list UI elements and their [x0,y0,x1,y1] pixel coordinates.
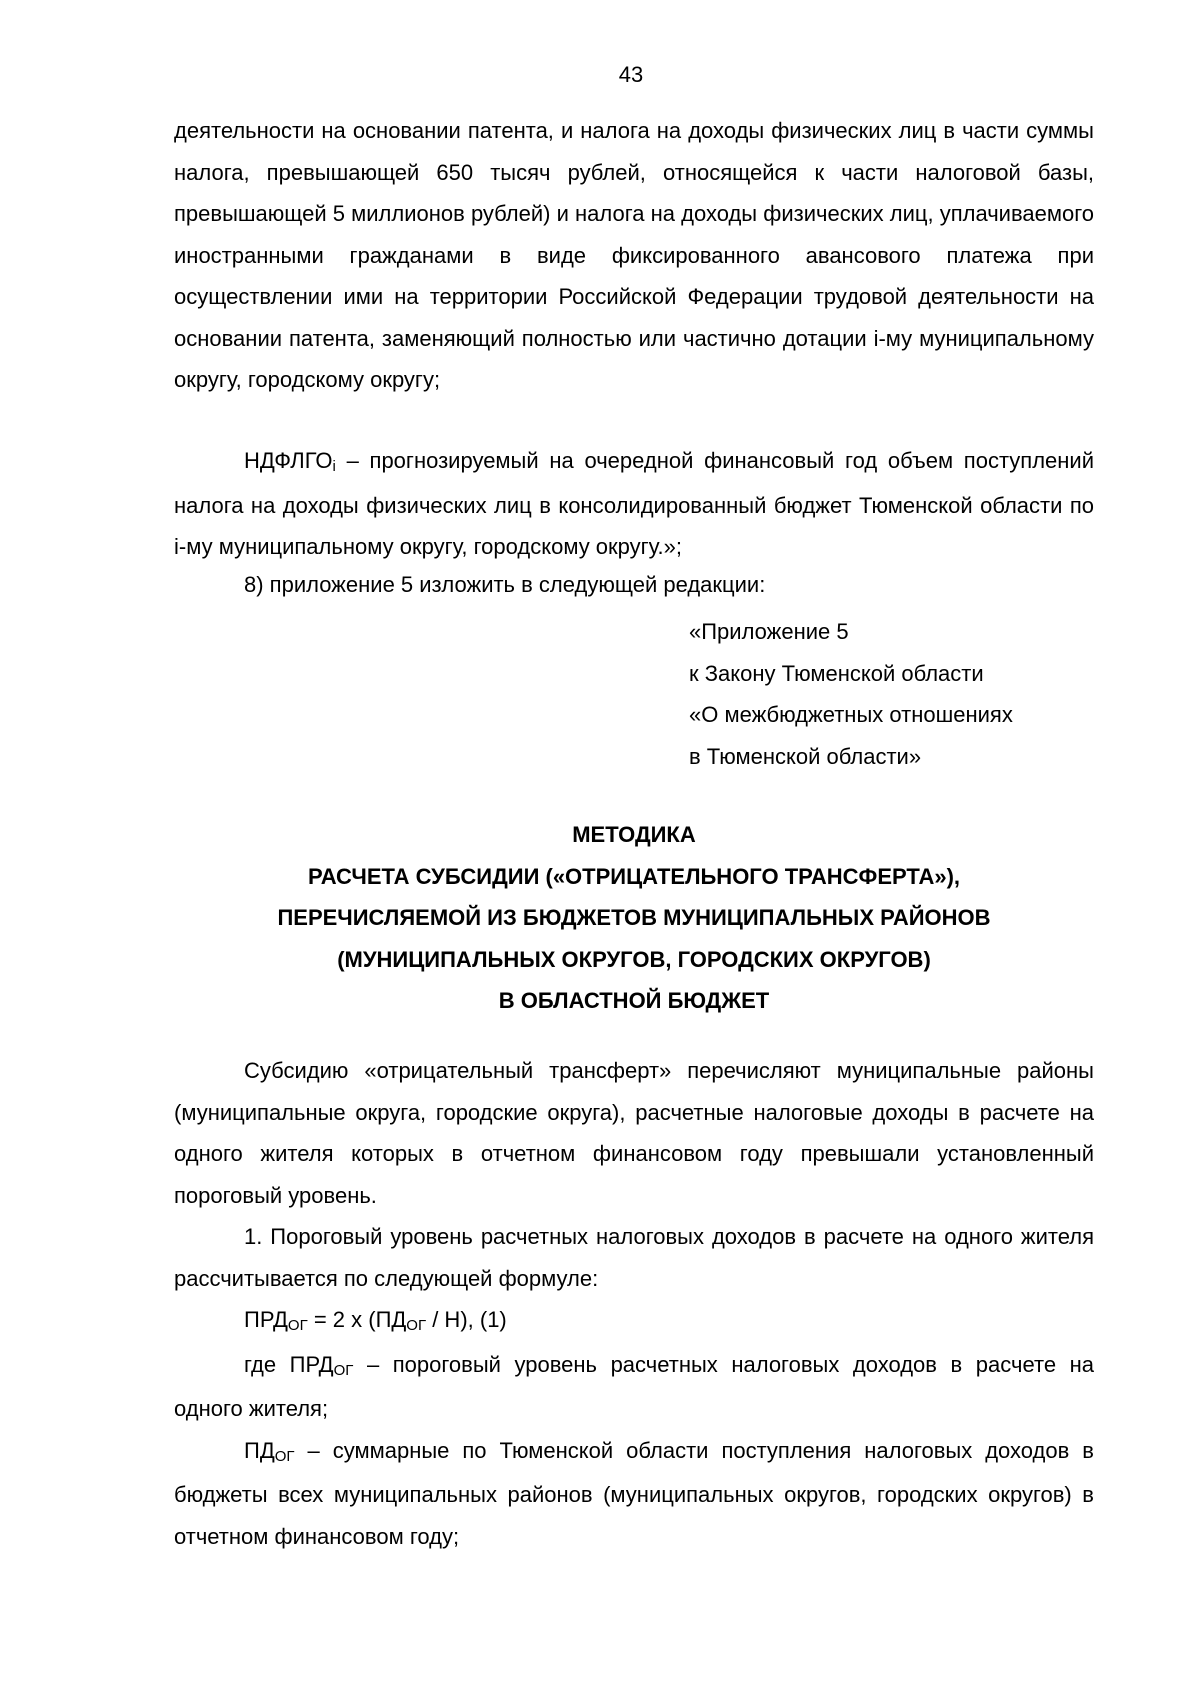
appendix-line: «О межбюджетных отношениях [689,702,1013,727]
appendix-line: в Тюменской области» [689,743,922,769]
formula-lhs: ПРД [244,1307,288,1332]
title-line: В ОБЛАСТНОЙ БЮДЖЕТ [498,988,770,1013]
paragraph-text [174,440,1094,568]
title-line: МЕТОДИКА [572,822,696,847]
formula-lhs-sub: ОГ [287,1317,308,1334]
definition-text: – суммарные по Тюменской области поступления налоговых доходов в бюджеты всех муниципальных районов (муниципальных округов, городских округов) в отчетном финансовом году; [174,1437,1094,1549]
methodology-body [174,1050,1094,1557]
paragraph-continuation [174,110,1094,401]
appendix-heading [689,611,1013,777]
formula-mid-sub: ОГ [406,1317,427,1334]
paragraph-text [174,1344,1094,1430]
appendix-line: «Приложение 5 [689,619,849,644]
definition-sub: ОГ [333,1361,354,1379]
section-title [174,814,1094,1022]
symbol-subscript: i [332,458,336,475]
paragraph-text: Субсидию «отрицательный трансферт» перечисляют муниципальные районы (муниципальные округа, городские округа), расчетные налоговые доходы в расчете на одного жителя которых в отчетном финансовом году превышали установленный пороговый уровень. [174,1058,1094,1208]
definition-prefix: где ПРД [244,1351,334,1377]
title-line: ПЕРЕЧИСЛЯЕМОЙ ИЗ БЮДЖЕТОВ МУНИЦИПАЛЬНЫХ РАЙОНОВ [277,905,991,930]
paragraph-text: деятельности на основании патента, и налога на доходы физических лиц в части суммы налога, превышающей 650 тысяч рублей, относящейся к части налоговой базы, превышающей 5 миллионов рублей) и налога на доходы физических лиц, уплачиваемого иностранными гражданами в виде фиксированного авансового платежа при осуществлении ими на территории Российской Федерации трудовой деятельности на основании патента, заменяющий полностью или частично дотации i-му муниципальному округу, городскому округу; [174,118,1094,392]
definition-sub: ОГ [274,1447,295,1465]
appendix-line: к Закону Тюменской области [689,660,984,686]
symbol-ndflgo: НДФЛГО [244,448,333,473]
title-line: (МУНИЦИПАЛЬНЫХ ОКРУГОВ, ГОРОДСКИХ ОКРУГОВ) [337,946,931,972]
title-line: РАСЧЕТА СУБСИДИИ («ОТРИЦАТЕЛЬНОГО ТРАНСФЕРТА»), [307,863,961,889]
definition-text: – прогнозируемый на очередной финансовый год объем поступлений налога на доходы физических лиц в консолидированный бюджет Тюменской области по i-му муниципальному округу, городскому округу.»; [174,448,1094,559]
paragraph-item-8 [174,564,1094,606]
paragraph-text: 1. Пороговый уровень расчетных налоговых доходов в расчете на одного жителя рассчитывается по следующей формуле: [174,1224,1094,1291]
paragraph-text: 8) приложение 5 изложить в следующей редакции: [244,572,766,597]
definition-text: – пороговый уровень расчетных налоговых доходов в расчете на одного жителя; [174,1351,1094,1421]
page-number: 43 [618,62,644,87]
paragraph-ndflgo [174,440,1094,568]
formula [174,1299,1094,1344]
formula-mid: = 2 x (ПД [307,1307,407,1332]
formula-end: / Н), (1) [426,1307,507,1332]
paragraph-text [174,1430,1094,1558]
definition-prefix: ПД [244,1437,275,1463]
